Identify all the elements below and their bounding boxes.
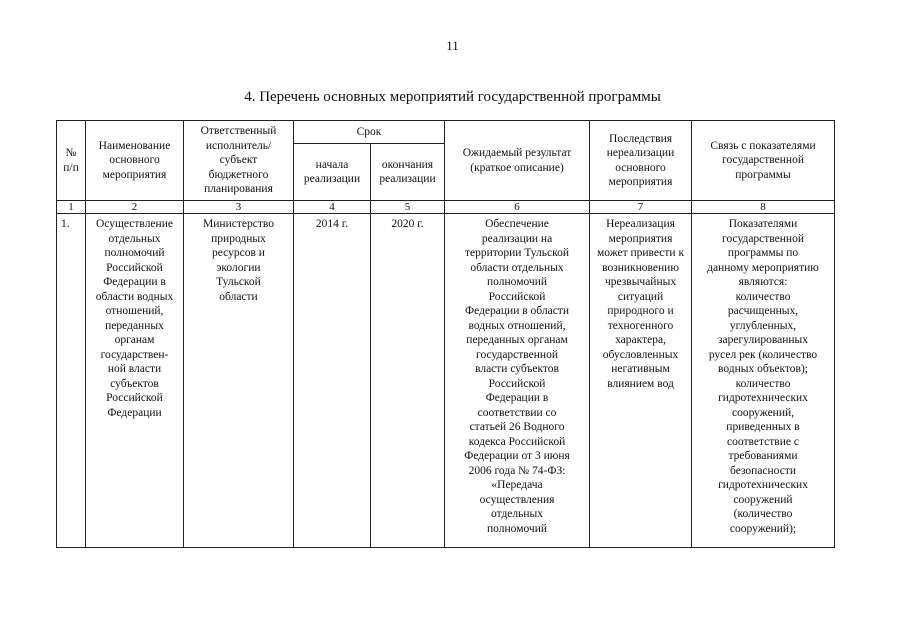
header-expected-result: Ожидаемый результат (краткое описание) [445,121,590,201]
measure-name: Осуществление отдельных полномочий Российской Федерации в области водных отношений, переданных органам государствен- ной власти субъектов Российской Федерации [86,214,184,548]
end-year: 2020 г. [371,214,445,548]
column-number: 2 [86,201,184,214]
consequences: Нереализация мероприятия может привести к возникновению чрезвычайных ситуаций природного и техногенного характера, обусловленных негативным влиянием вод [590,214,692,548]
page-title: 4. Перечень основных мероприятий государственной программы [244,89,661,105]
executor: Министерство природных ресурсов и экологии Тульской области [184,214,294,548]
page-number: 11 [446,38,459,53]
column-number: 3 [184,201,294,214]
header-number: № п/п [57,121,86,201]
expected-result: Обеспечение реализации на территории Тульской области отдельных полномочий Российской Федерации в области водных отношений, переданных органам государственной власти субъектов Российской Федерации в соответствии со статьей 26 Водного кодекса Российской Федерации от 3 июня 2006 года № 74-ФЗ: «Передача осуществления отдельных полномочий [445,214,590,548]
column-numbers-row [57,201,835,214]
column-number: 7 [590,201,692,214]
table-row [57,214,835,548]
column-number: 6 [445,201,590,214]
header-executor: Ответственный исполнитель/ субъект бюджетного планирования [184,121,294,201]
header-term: Срок [294,121,445,144]
header-measure-name: Наименование основного мероприятия [86,121,184,201]
column-number: 5 [371,201,445,214]
start-year: 2014 г. [294,214,371,548]
column-number: 4 [294,201,371,214]
row-number: 1. [57,214,86,548]
indicators: Показателями государственной программы по данному мероприятию являются: количество расчищенных, углубленных, зарегулированных русел рек (количество водных объектов); количество гидротехнических сооружений, приведенных в соответствие с требованиями безопасности гидротехнических сооружений (количество сооружений); [692,214,835,548]
column-number: 1 [57,201,86,214]
header-indicators: Связь с показателями государственной программы [692,121,835,201]
column-number: 8 [692,201,835,214]
measures-table [56,120,835,548]
header-consequences: Последствия нереализации основного мероприятия [590,121,692,201]
header-end: окончания реализации [371,144,445,201]
header-start: начала реализации [294,144,371,201]
